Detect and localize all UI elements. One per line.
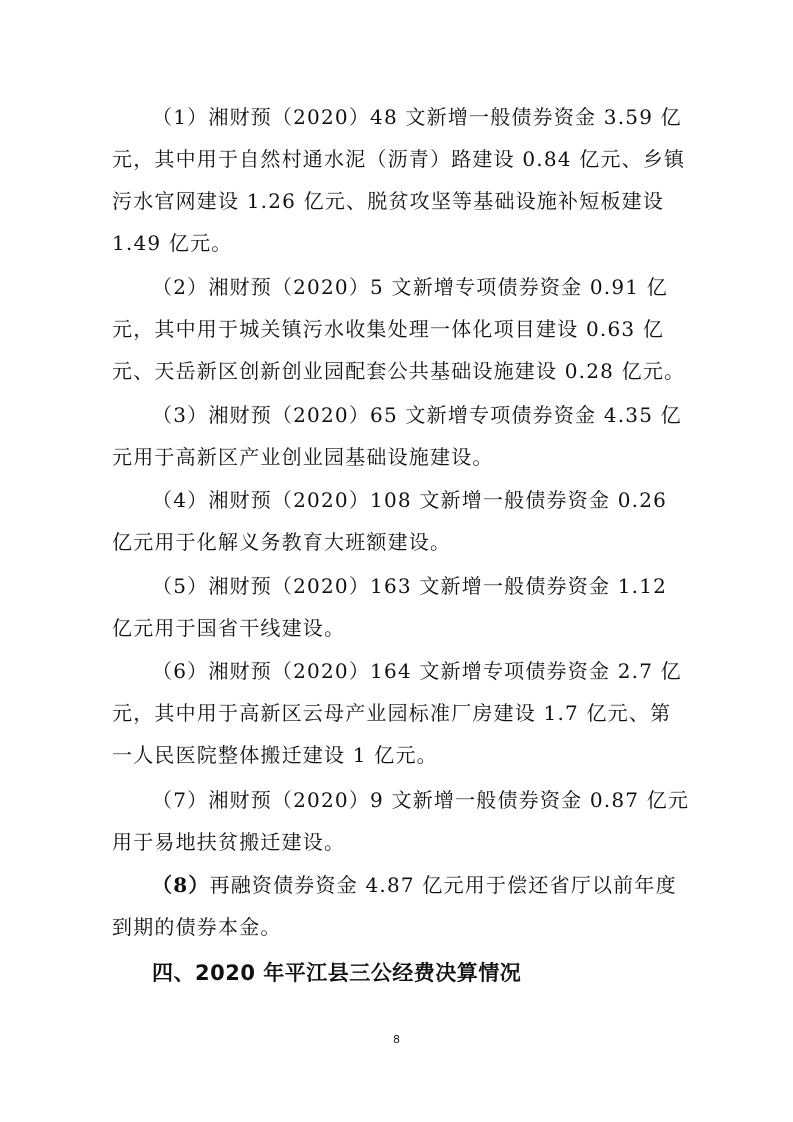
paragraph-item-8 bbox=[112, 864, 692, 948]
paragraph-item-3 bbox=[112, 394, 692, 478]
paragraph-item-1 bbox=[112, 96, 692, 264]
paragraph-item-5 bbox=[112, 565, 692, 649]
paragraph-lead: （8） bbox=[152, 873, 210, 897]
paragraph-text: （5）湘财预（2020）163 文新增一般债券资金 1.12 亿元用于国省干线建设。 bbox=[112, 574, 668, 640]
paragraph-text: （7）湘财预（2020）9 文新增一般债券资金 0.87 亿元用于易地扶贫搬迁建设。 bbox=[112, 788, 690, 854]
paragraph-item-4 bbox=[112, 479, 692, 563]
paragraph-text: （3）湘财预（2020）65 文新增专项债券资金 4.35 亿元用于高新区产业创业园基础设施建设。 bbox=[112, 403, 682, 469]
section-heading: 四、2020 年平江县三公经费决算情况 bbox=[152, 961, 522, 985]
paragraph-text: （4）湘财预（2020）108 文新增一般债券资金 0.26 亿元用于化解义务教育大班额建设。 bbox=[112, 488, 668, 554]
paragraph-text: （1）湘财预（2020）48 文新增一般债券资金 3.59 亿元，其中用于自然村通水泥（沥青）路建设 0.84 亿元、乡镇污水官网建设 1.26 亿元、脱贫攻坚等基础设施补短板建设 1.49 亿元。 bbox=[112, 105, 686, 255]
paragraph-item-2 bbox=[112, 266, 692, 392]
paragraph-text: （6）湘财预（2020）164 文新增专项债券资金 2.7 亿元，其中用于高新区云母产业园标准厂房建设 1.7 亿元、第一人民医院整体搬迁建设 1 亿元。 bbox=[112, 659, 682, 767]
paragraph-text: （2）湘财预（2020）5 文新增专项债券资金 0.91 亿元，其中用于城关镇污水收集处理一体化项目建设 0.63 亿元、天岳新区创新创业园配套公共基础设施建设 0.28 亿元。 bbox=[112, 275, 686, 383]
paragraph-item-6 bbox=[112, 650, 692, 776]
page-number: 8 bbox=[393, 1033, 400, 1046]
paragraph-item-7 bbox=[112, 779, 692, 863]
paragraph-text: 再融资债券资金 4.87 亿元用于偿还省厅以前年度到期的债券本金。 bbox=[112, 873, 677, 939]
